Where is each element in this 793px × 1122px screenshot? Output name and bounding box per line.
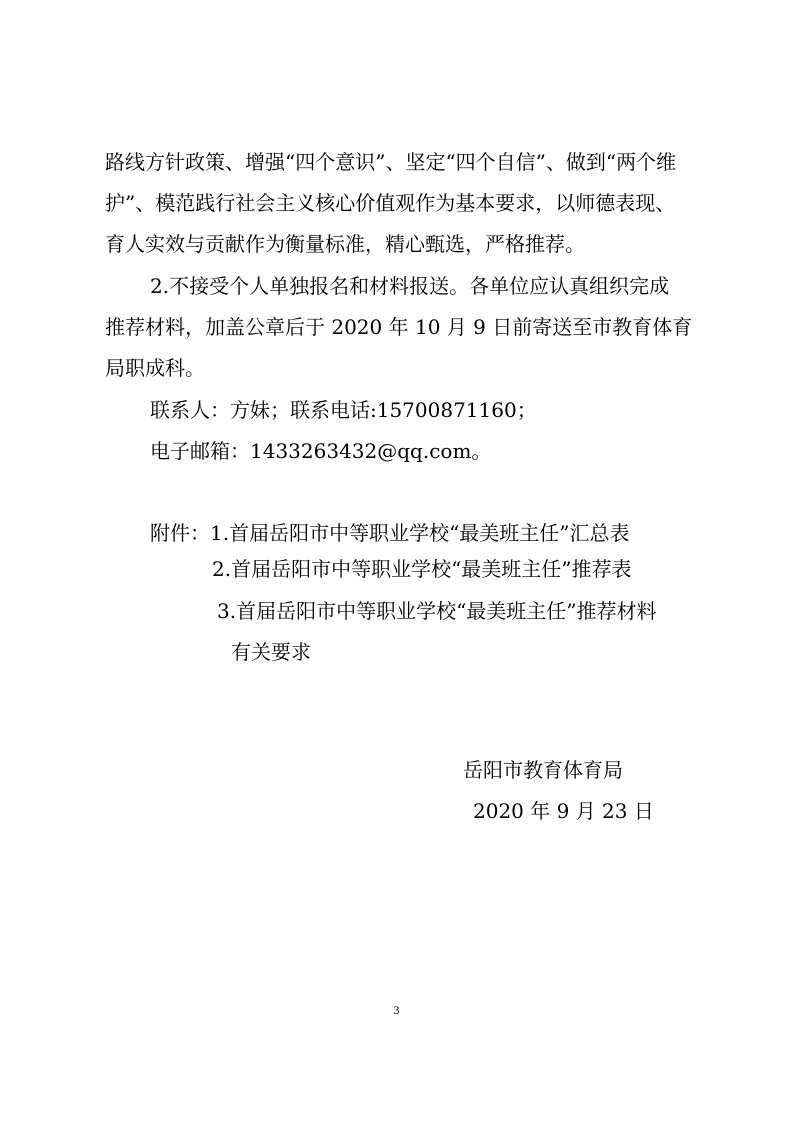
attachment-item: 有关要求 <box>231 640 311 664</box>
attachment-item: 附件：1.首届岳阳市中等职业学校“最美班主任”汇总表 <box>150 521 630 545</box>
body-line: 2.不接受个人单独报名和材料报送。各单位应认真组织完成 <box>150 274 670 298</box>
body-line: 推荐材料，加盖公章后于 2020 年 10 月 9 日前寄送至市教育体育 <box>105 315 693 339</box>
contact-line: 联系人：方妹；联系电话:15700871160； <box>150 398 537 422</box>
body-line: 护”、模范践行社会主义核心价值观作为基本要求，以师德表现、 <box>105 191 676 215</box>
body-line: 路线方针政策、增强“四个意识”、坚定“四个自信”、做到“两个维 <box>105 150 677 174</box>
attachment-item: 3.首届岳阳市中等职业学校“最美班主任”推荐材料 <box>217 599 657 623</box>
signature-date: 2020 年 9 月 23 日 <box>473 799 654 823</box>
page-number: 3 <box>393 1003 400 1017</box>
email-line: 电子邮箱：1433263432@qq.com。 <box>150 439 492 463</box>
body-line: 局职成科。 <box>105 356 205 380</box>
body-line: 育人实效与贡献作为衡量标准，精心甄选，严格推荐。 <box>105 232 585 256</box>
signature-org: 岳阳市教育体育局 <box>463 758 623 782</box>
attachment-item: 2.首届岳阳市中等职业学校“最美班主任”推荐表 <box>212 557 632 581</box>
